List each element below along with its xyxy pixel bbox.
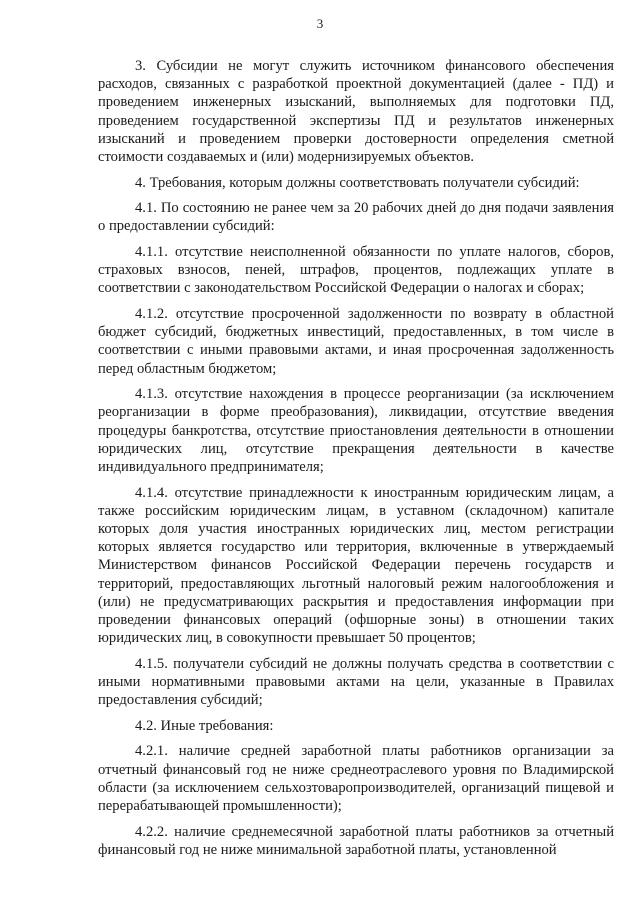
paragraph-4-1-1: 4.1.1. отсутствие неисполненной обязанности по уплате налогов, сборов, страховых взносов, пеней, штрафов, процентов, подлежащих уплате в соответствии с законодательством Российской Федерации о налогах и сборах; bbox=[98, 244, 614, 297]
paragraph-4: 4. Требования, которым должны соответствовать получатели субсидий: bbox=[135, 174, 580, 191]
paragraph-4-1-5: 4.1.5. получатели субсидий не должны получать средства в соответствии с иными нормативными правовыми актами на цели, указанные в Правилах предоставления субсидий; bbox=[98, 655, 614, 709]
paragraph-4-1-3: 4.1.3. отсутствие нахождения в процессе реорганизации (за исключением реорганизации в форме преобразования), ликвидации, отсутствие введения процедуры банкротства, отсутствие приостановления деятельности в отношении юридических лиц, отсутствие прекращения деятельности в качестве индивидуального предпринимателя; bbox=[98, 386, 614, 476]
document-body bbox=[98, 57, 614, 866]
paragraph-4-2-2: 4.2.2. наличие среднемесячной заработной платы работников за отчетный финансовый год не ниже минимальной заработной платы, установленной bbox=[98, 823, 614, 858]
paragraph-4-1-2: 4.1.2. отсутствие просроченной задолженности по возврату в областной бюджет субсидий, бюджетных инвестиций, предоставленных, в том числе в соответствии с иными правовыми актами, и иная просроченная задолженность перед областным бюджетом; bbox=[98, 306, 614, 377]
page-number: 3 bbox=[316, 16, 324, 31]
paragraph-4-1: 4.1. По состоянию не ранее чем за 20 рабочих дней до дня подачи заявления о предоставлении субсидий: bbox=[98, 200, 614, 235]
paragraph-4-1-4: 4.1.4. отсутствие принадлежности к иностранным юридическим лицам, а также российским юридическим лицам, в уставном (складочном) капитале которых доля участия иностранных юридических лиц, местом регистрации которых является государство или территория, включенные в утверждаемый Министерством финансов Российской Федерации перечень государств и территорий, предоставляющих льготный налоговый режим налогообложения и (или) не предусматривающих раскрытия и предоставления информации при проведении финансовых операций (офшорные зоны) в отношении таких юридических лиц, в совокупности превышает 50 процентов; bbox=[98, 484, 614, 647]
paragraph-3: 3. Субсидии не могут служить источником финансового обеспечения расходов, связанных с разработкой проектной документацией (далее - ПД) и проведением инженерных изысканий, выполняемых для подготовки ПД, проведением государственной экспертизы ПД и результатов инженерных изысканий и проведением проверки достоверности определения сметной стоимости создаваемых и (или) модернизируемых объектов. bbox=[98, 58, 614, 166]
paragraph-4-2: 4.2. Иные требования: bbox=[135, 717, 274, 734]
paragraph-4-2-1: 4.2.1. наличие средней заработной платы работников организации за отчетный финансовый год не ниже среднеотраслевого уровня по Владимирской области (за исключением сельхозтоваропроизводителей, организаций пищевой и перерабатывающей промышленности); bbox=[98, 743, 614, 815]
